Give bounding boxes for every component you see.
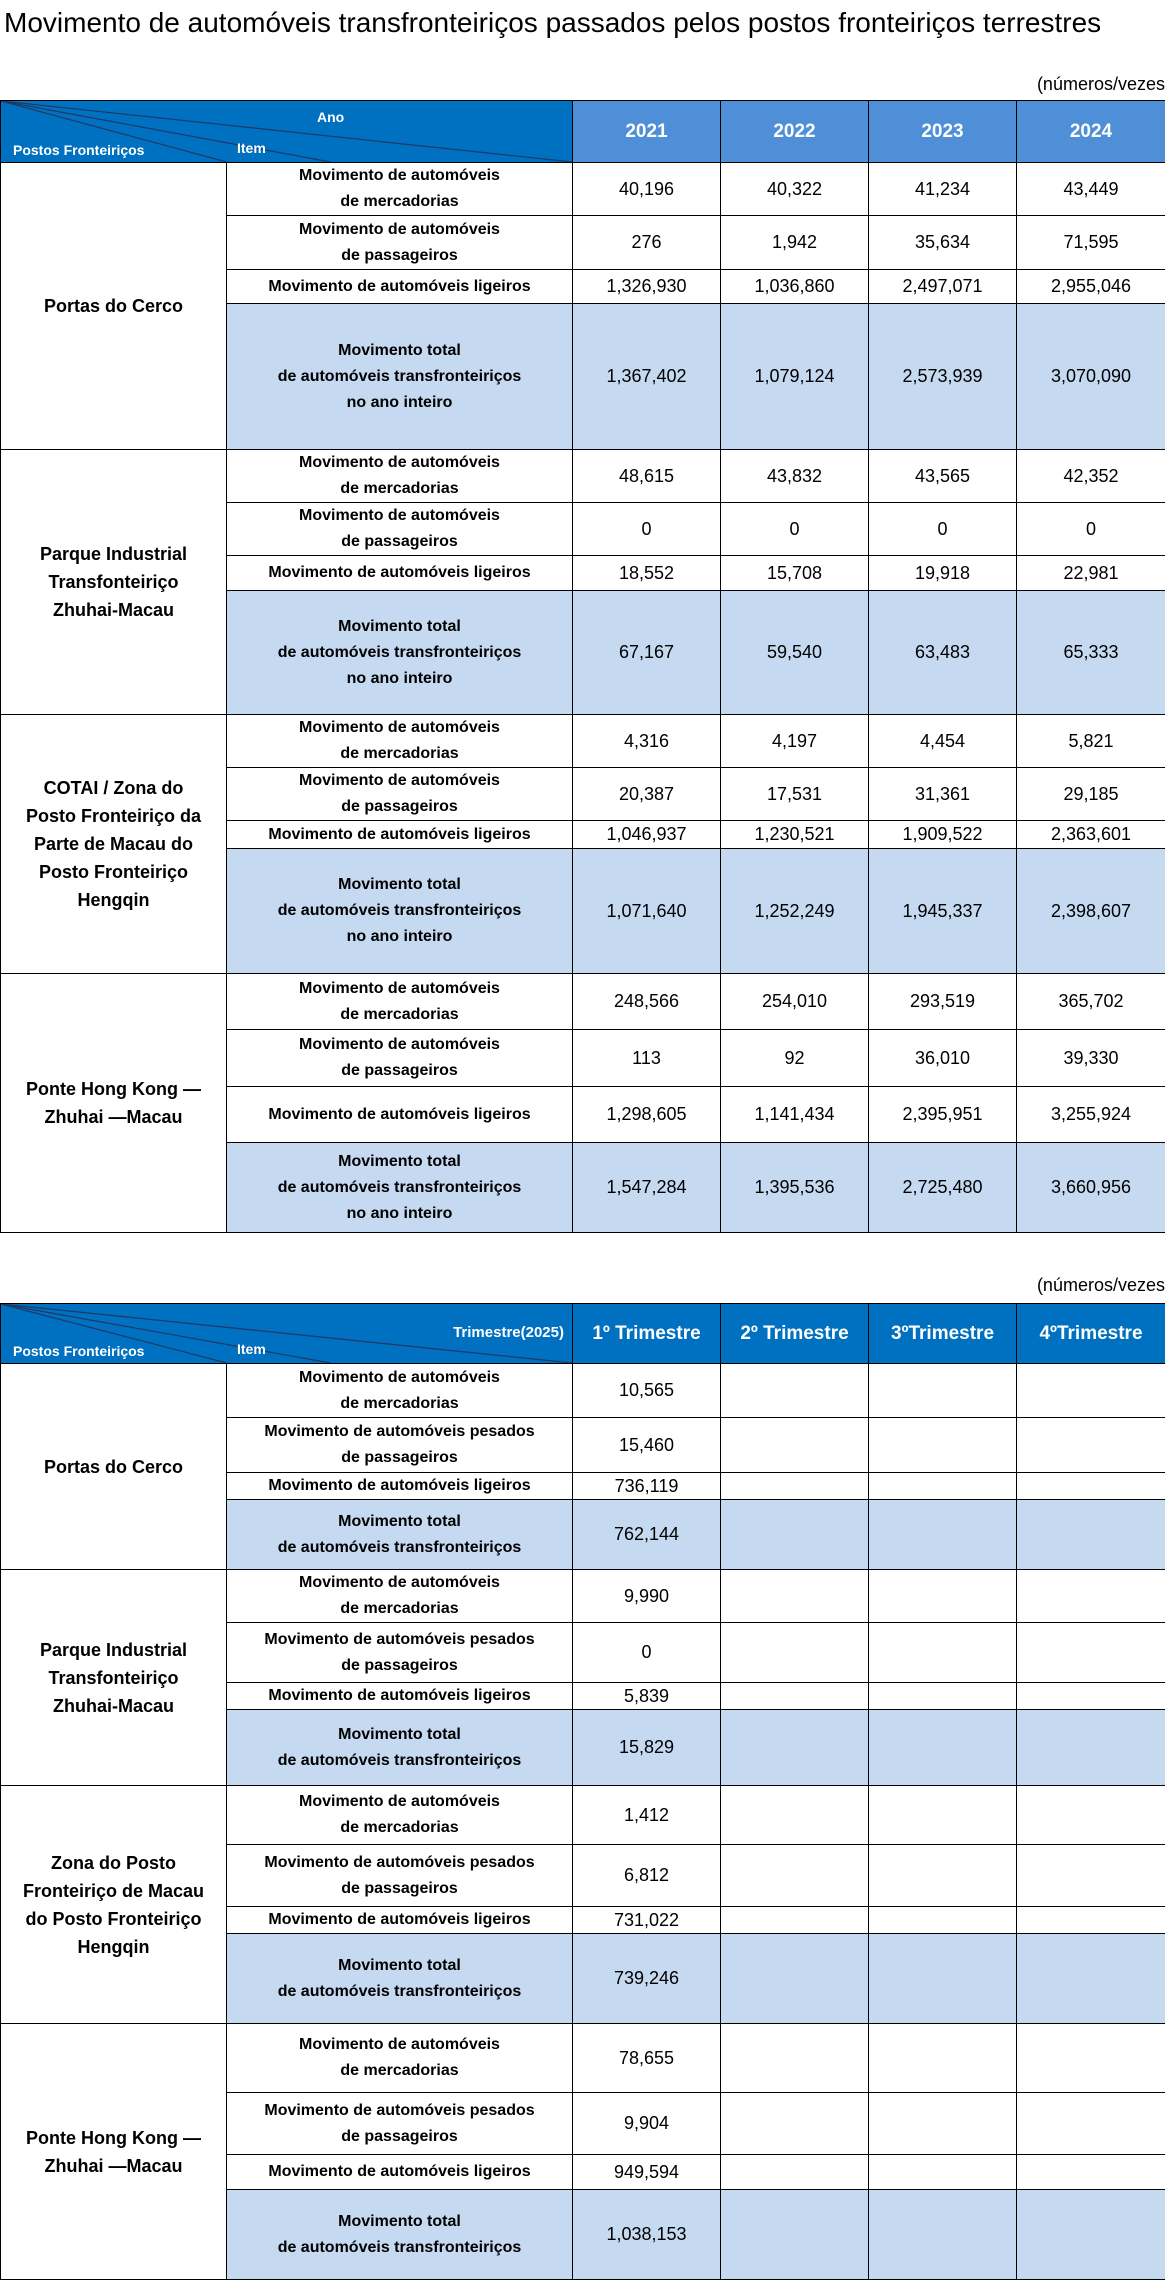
item-label: Movimento de automóveis de passageiros <box>227 768 573 821</box>
value-cell <box>721 1418 869 1473</box>
item-label: Movimento de automóveis de mercadorias <box>227 974 573 1030</box>
value-cell: 4,197 <box>721 715 869 768</box>
item-label: Movimento total de automóveis transfronteiriços <box>227 1710 573 1786</box>
value-cell: 35,634 <box>869 216 1017 270</box>
value-cell: 1,547,284 <box>573 1143 721 1233</box>
item-label: Movimento de automóveis de mercadorias <box>227 2024 573 2093</box>
value-cell <box>721 1623 869 1683</box>
value-cell: 1,071,640 <box>573 849 721 974</box>
value-cell <box>869 1570 1017 1623</box>
value-cell <box>1017 1786 1165 1845</box>
column-header: 1º Trimestre <box>573 1304 721 1364</box>
value-cell: 6,812 <box>573 1845 721 1907</box>
table-row <box>1 1570 1165 1623</box>
value-cell: 63,483 <box>869 591 1017 715</box>
border-post-name: Portas do Cerco <box>1 1364 227 1570</box>
value-cell: 43,565 <box>869 450 1017 503</box>
border-post-name: Portas do Cerco <box>1 163 227 450</box>
value-cell <box>869 1473 1017 1500</box>
value-cell: 293,519 <box>869 974 1017 1030</box>
corner-posts-label: Postos Fronteiriços <box>13 1343 145 1359</box>
value-cell <box>1017 1934 1165 2024</box>
column-header: 2º Trimestre <box>721 1304 869 1364</box>
value-cell <box>1017 1418 1165 1473</box>
value-cell: 17,531 <box>721 768 869 821</box>
table-row <box>1 715 1165 768</box>
value-cell: 1,038,153 <box>573 2190 721 2280</box>
value-cell <box>869 1907 1017 1934</box>
value-cell: 4,454 <box>869 715 1017 768</box>
quarterly-table <box>0 1303 1165 2280</box>
value-cell <box>1017 2093 1165 2155</box>
value-cell <box>1017 1364 1165 1418</box>
value-cell: 41,234 <box>869 163 1017 216</box>
value-cell <box>869 1364 1017 1418</box>
item-label: Movimento de automóveis ligeiros <box>227 1087 573 1143</box>
item-label: Movimento de automóveis de mercadorias <box>227 1570 573 1623</box>
value-cell <box>869 1845 1017 1907</box>
value-cell: 2,497,071 <box>869 270 1017 304</box>
value-cell: 1,230,521 <box>721 821 869 849</box>
value-cell: 71,595 <box>1017 216 1165 270</box>
value-cell: 9,904 <box>573 2093 721 2155</box>
value-cell: 2,955,046 <box>1017 270 1165 304</box>
value-cell: 731,022 <box>573 1907 721 1934</box>
value-cell: 1,395,536 <box>721 1143 869 1233</box>
value-cell: 248,566 <box>573 974 721 1030</box>
column-header: 4ºTrimestre <box>1017 1304 1165 1364</box>
value-cell: 5,839 <box>573 1683 721 1710</box>
item-label: Movimento de automóveis de passageiros <box>227 1030 573 1087</box>
value-cell: 365,702 <box>1017 974 1165 1030</box>
value-cell <box>721 1473 869 1500</box>
value-cell: 10,565 <box>573 1364 721 1418</box>
value-cell: 2,363,601 <box>1017 821 1165 849</box>
value-cell: 113 <box>573 1030 721 1087</box>
value-cell: 0 <box>1017 503 1165 556</box>
value-cell <box>869 2093 1017 2155</box>
value-cell: 36,010 <box>869 1030 1017 1087</box>
value-cell <box>721 1364 869 1418</box>
value-cell: 0 <box>869 503 1017 556</box>
value-cell: 67,167 <box>573 591 721 715</box>
value-cell: 43,832 <box>721 450 869 503</box>
value-cell: 3,070,090 <box>1017 304 1165 450</box>
corner-posts-label: Postos Fronteiriços <box>13 142 145 158</box>
item-label: Movimento total de automóveis transfronteiriços no ano inteiro <box>227 849 573 974</box>
value-cell <box>721 1500 869 1570</box>
value-cell: 40,196 <box>573 163 721 216</box>
value-cell <box>1017 1473 1165 1500</box>
value-cell: 65,333 <box>1017 591 1165 715</box>
value-cell: 736,119 <box>573 1473 721 1500</box>
value-cell <box>1017 1683 1165 1710</box>
column-header: 3ºTrimestre <box>869 1304 1017 1364</box>
value-cell <box>1017 2190 1165 2280</box>
value-cell: 2,395,951 <box>869 1087 1017 1143</box>
value-cell: 20,387 <box>573 768 721 821</box>
item-label: Movimento de automóveis pesados de passageiros <box>227 1623 573 1683</box>
border-post-name: COTAI / Zona do Posto Fronteiriço da Parte de Macau do Posto Fronteiriço Hengqin <box>1 715 227 974</box>
value-cell: 42,352 <box>1017 450 1165 503</box>
value-cell: 15,708 <box>721 556 869 591</box>
value-cell: 92 <box>721 1030 869 1087</box>
value-cell <box>721 1683 869 1710</box>
column-header: 2021 <box>573 101 721 163</box>
table-row <box>1 2024 1165 2093</box>
item-label: Movimento de automóveis de mercadorias <box>227 1364 573 1418</box>
table-row <box>1 163 1165 216</box>
item-label: Movimento de automóveis pesados de passageiros <box>227 1845 573 1907</box>
value-cell: 276 <box>573 216 721 270</box>
value-cell: 39,330 <box>1017 1030 1165 1087</box>
value-cell: 1,036,860 <box>721 270 869 304</box>
value-cell <box>721 2093 869 2155</box>
value-cell <box>869 1934 1017 2024</box>
item-label: Movimento total de automóveis transfronteiriços no ano inteiro <box>227 1143 573 1233</box>
value-cell <box>869 2190 1017 2280</box>
item-label: Movimento de automóveis de mercadorias <box>227 163 573 216</box>
value-cell: 1,079,124 <box>721 304 869 450</box>
corner-header-cell <box>1 101 573 163</box>
value-cell <box>721 1570 869 1623</box>
border-post-name: Ponte Hong Kong — Zhuhai —Macau <box>1 974 227 1233</box>
value-cell: 1,942 <box>721 216 869 270</box>
value-cell <box>869 1623 1017 1683</box>
value-cell <box>869 1418 1017 1473</box>
column-header: 2022 <box>721 101 869 163</box>
value-cell: 3,660,956 <box>1017 1143 1165 1233</box>
value-cell: 22,981 <box>1017 556 1165 591</box>
item-label: Movimento de automóveis ligeiros <box>227 2155 573 2190</box>
item-label: Movimento de automóveis de passageiros <box>227 216 573 270</box>
value-cell: 1,909,522 <box>869 821 1017 849</box>
value-cell: 2,398,607 <box>1017 849 1165 974</box>
corner-top-label: Ano <box>317 109 345 125</box>
value-cell <box>721 1710 869 1786</box>
value-cell <box>1017 1570 1165 1623</box>
item-label: Movimento de automóveis ligeiros <box>227 1683 573 1710</box>
item-label: Movimento de automóveis de passageiros <box>227 503 573 556</box>
value-cell: 739,246 <box>573 1934 721 2024</box>
item-label: Movimento de automóveis ligeiros <box>227 821 573 849</box>
corner-top-label: Trimestre(2025) <box>453 1324 564 1341</box>
value-cell <box>869 2155 1017 2190</box>
item-label: Movimento de automóveis pesados de passageiros <box>227 1418 573 1473</box>
value-cell: 3,255,924 <box>1017 1087 1165 1143</box>
border-post-name: Parque Industrial Transfonteiriço Zhuhai-Macau <box>1 1570 227 1786</box>
annual-table <box>0 100 1165 1233</box>
value-cell <box>721 1786 869 1845</box>
value-cell <box>869 1786 1017 1845</box>
spacer-row <box>0 1213 1165 1304</box>
value-cell <box>869 2024 1017 2093</box>
page-title: Movimento de automóveis transfronteiriços passados pelos postos fronteiriços terrestres <box>4 7 1102 38</box>
value-cell <box>869 1710 1017 1786</box>
value-cell <box>1017 1907 1165 1934</box>
item-label: Movimento de automóveis ligeiros <box>227 1907 573 1934</box>
value-cell <box>869 1683 1017 1710</box>
value-cell <box>721 1907 869 1934</box>
value-cell: 0 <box>573 1623 721 1683</box>
value-cell: 18,552 <box>573 556 721 591</box>
item-label: Movimento de automóveis ligeiros <box>227 270 573 304</box>
value-cell: 0 <box>573 503 721 556</box>
value-cell: 0 <box>721 503 869 556</box>
item-label: Movimento de automóveis pesados de passageiros <box>227 2093 573 2155</box>
item-label: Movimento de automóveis de mercadorias <box>227 1786 573 1845</box>
value-cell <box>721 1934 869 2024</box>
border-post-name: Ponte Hong Kong — Zhuhai —Macau <box>1 2024 227 2280</box>
value-cell: 1,326,930 <box>573 270 721 304</box>
item-label: Movimento de automóveis ligeiros <box>227 556 573 591</box>
value-cell: 1,141,434 <box>721 1087 869 1143</box>
value-cell: 949,594 <box>573 2155 721 2190</box>
border-post-name: Parque Industrial Transfonteiriço Zhuhai-Macau <box>1 450 227 715</box>
value-cell: 2,573,939 <box>869 304 1017 450</box>
value-cell <box>1017 2155 1165 2190</box>
corner-header-cell <box>1 1304 573 1364</box>
value-cell: 1,252,249 <box>721 849 869 974</box>
item-label: Movimento total de automóveis transfronteiriços no ano inteiro <box>227 591 573 715</box>
value-cell <box>1017 1845 1165 1907</box>
value-cell <box>1017 1623 1165 1683</box>
value-cell: 19,918 <box>869 556 1017 591</box>
value-cell: 2,725,480 <box>869 1143 1017 1233</box>
value-cell: 1,412 <box>573 1786 721 1845</box>
item-label: Movimento total de automóveis transfronteiriços no ano inteiro <box>227 304 573 450</box>
corner-item-label: Item <box>237 1341 266 1357</box>
value-cell: 15,829 <box>573 1710 721 1786</box>
value-cell: 1,298,605 <box>573 1087 721 1143</box>
value-cell: 1,046,937 <box>573 821 721 849</box>
table-row <box>1 974 1165 1030</box>
value-cell: 29,185 <box>1017 768 1165 821</box>
value-cell: 1,945,337 <box>869 849 1017 974</box>
value-cell <box>1017 2024 1165 2093</box>
table-row <box>1 450 1165 503</box>
item-label: Movimento de automóveis de mercadorias <box>227 715 573 768</box>
item-label: Movimento total de automóveis transfronteiriços <box>227 1934 573 2024</box>
value-cell: 59,540 <box>721 591 869 715</box>
table-row <box>1 1786 1165 1845</box>
item-label: Movimento de automóveis de mercadorias <box>227 450 573 503</box>
item-label: Movimento total de automóveis transfronteiriços <box>227 2190 573 2280</box>
value-cell: 1,367,402 <box>573 304 721 450</box>
value-cell <box>1017 1710 1165 1786</box>
value-cell <box>869 1500 1017 1570</box>
item-label: Movimento de automóveis ligeiros <box>227 1473 573 1500</box>
value-cell: 40,322 <box>721 163 869 216</box>
value-cell: 43,449 <box>1017 163 1165 216</box>
corner-item-label: Item <box>237 140 266 156</box>
unit-label-quarterly: (números/vezes <box>1036 1275 1165 1295</box>
value-cell: 5,821 <box>1017 715 1165 768</box>
column-header: 2023 <box>869 101 1017 163</box>
unit-label-annual: (números/vezes <box>1036 74 1165 94</box>
value-cell <box>721 2024 869 2093</box>
border-post-name: Zona do Posto Fronteiriço de Macau do Posto Fronteiriço Hengqin <box>1 1786 227 2024</box>
value-cell <box>721 2190 869 2280</box>
value-cell: 762,144 <box>573 1500 721 1570</box>
table-row <box>1 1364 1165 1418</box>
spacer-row <box>0 45 1165 101</box>
item-label: Movimento total de automóveis transfronteiriços <box>227 1500 573 1570</box>
value-cell: 78,655 <box>573 2024 721 2093</box>
value-cell: 15,460 <box>573 1418 721 1473</box>
value-cell <box>721 2155 869 2190</box>
value-cell: 4,316 <box>573 715 721 768</box>
value-cell: 31,361 <box>869 768 1017 821</box>
value-cell: 9,990 <box>573 1570 721 1623</box>
value-cell: 254,010 <box>721 974 869 1030</box>
value-cell: 48,615 <box>573 450 721 503</box>
value-cell <box>1017 1500 1165 1570</box>
value-cell <box>721 1845 869 1907</box>
column-header: 2024 <box>1017 101 1165 163</box>
